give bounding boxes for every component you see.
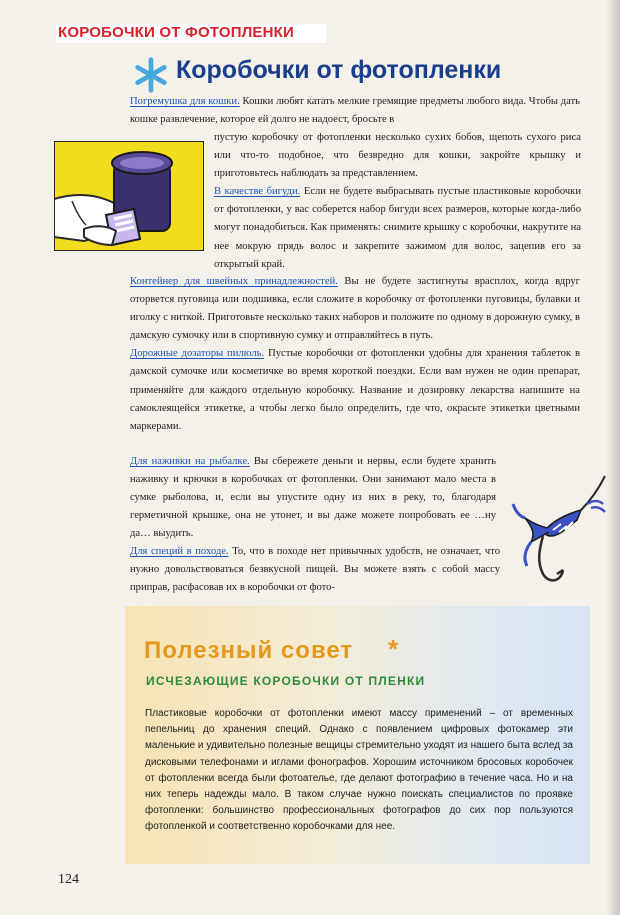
section-spices (130, 543, 500, 597)
section-text: Вы сбережете деньги и нервы, если будете хранить наживку и крючки в коробочках от фотопленки. Они занимают мало места в сумке рыболова, и, если вы упустите одну из них в реку, то, благодаря герметичной крышке, она не утонет, и вы даже можете попробовать ее …ну да… выудить. (130, 456, 496, 540)
section-text: Пустые коробочки от фотопленки удобны для хранения таблеток в дамской сумочке или косметичке во время короткой поездки. Если вам нужен не один препарат, применяйте для каждого отдельную коробочку. Название и дозировку лекарства напишите на самоклеящейся этикетке, а чтобы легко было определить, где что, окрасьте этикетки цветными маркерами. (130, 348, 580, 432)
section-text: То, что в походе нет привычных удобств, не означает, что нужно довольствоваться безвкусной пищей. Вы можете взять с собой массу приправ, расфасовав их в коробочки от фото- (130, 546, 500, 594)
section-cat-toy-top (130, 93, 580, 129)
article-title: Коробочки от фотопленки (176, 56, 502, 84)
tip-paragraph: Пластиковые коробочки от фотопленки имеют массу применений – от временных пепельниц до хранения специй. Однако с появлением цифровых фотокамер эти маленькие и удивительно полезные вещицы стремительно уходят из нашего быта вслед за дисковыми телефонами и иглами фонографов. Хорошим источником бросовых коробочек от фотопленки всегда были фотоателье, где делают фотографию в течение часа. Но и на них теперь надежды мало. В таком случае нужно поискать специалистов по проявке фотопленки: большинство профессиональных фотографов до сих пор пользуются фотопленкой и соответственно коробочками для нее. (145, 708, 573, 833)
section-text: Если не будете выбрасывать пустые пластиковые коробочки от фотопленки, у вас соберется набор бигуди всех размеров, которые когда-либо могут понадобиться. Как применять: снимите крышку с коробочки, накрутите на нее мокрую прядь волос и закрепите зажимом для волос, зацепив его за открытый край. (214, 186, 581, 270)
running-head: КОРОБОЧКИ ОТ ФОТОПЛЕНКИ (58, 24, 294, 41)
page-edge-shadow (606, 0, 620, 915)
page-number: 124 (58, 872, 79, 887)
tip-text (145, 706, 573, 836)
tip-title: Полезный совет (144, 637, 354, 664)
section-text: Вы не будете застигнуты врасплох, когда вдруг оторвется пуговица или подшивка, если сложите в коробочку от фотопленки пуговицы, булавки и иголку с ниткой. Приготовьте несколько таких наборов и положите по одному в дорожную сумку, в дамскую сумочку или в спортивную сумку и отправляйтесь в путь. (130, 276, 580, 342)
section-lead: Для наживки на рыбалке. (130, 456, 250, 467)
section-text: пустую коробочку от фотопленки несколько сухих бобов, щепоть сухого риса или что-то подобное, что безвредно для кошки, закройте крышку и приготовьтесь наблюдать за представлением. (214, 132, 581, 180)
section-text: Кошки любят катать мелкие гремящие предметы любого вида. Чтобы дать кошке развлечение, которое ей долго не надоест, бросьте в (130, 96, 580, 126)
fish-hook-illustration (503, 470, 615, 588)
section-lead: Для специй в походе. (130, 546, 229, 557)
section-lead: Контейнер для швейных принадлежностей. (130, 276, 338, 287)
tip-subtitle: ИСЧЕЗАЮЩИЕ КОРОБОЧКИ ОТ ПЛЕНКИ (146, 674, 426, 688)
film-canister-illustration (54, 141, 204, 251)
section-full-width (130, 273, 580, 436)
tip-star-icon: * (388, 634, 399, 664)
section-lead: Дорожные дозаторы пилюль. (130, 348, 265, 360)
section-lead: В качестве бигуди. (214, 186, 301, 198)
asterisk-star-icon (132, 56, 170, 94)
section-side-column (214, 129, 581, 274)
section-fishing-bait (130, 453, 496, 543)
section-lead: Погремушка для кошки. (130, 96, 240, 107)
